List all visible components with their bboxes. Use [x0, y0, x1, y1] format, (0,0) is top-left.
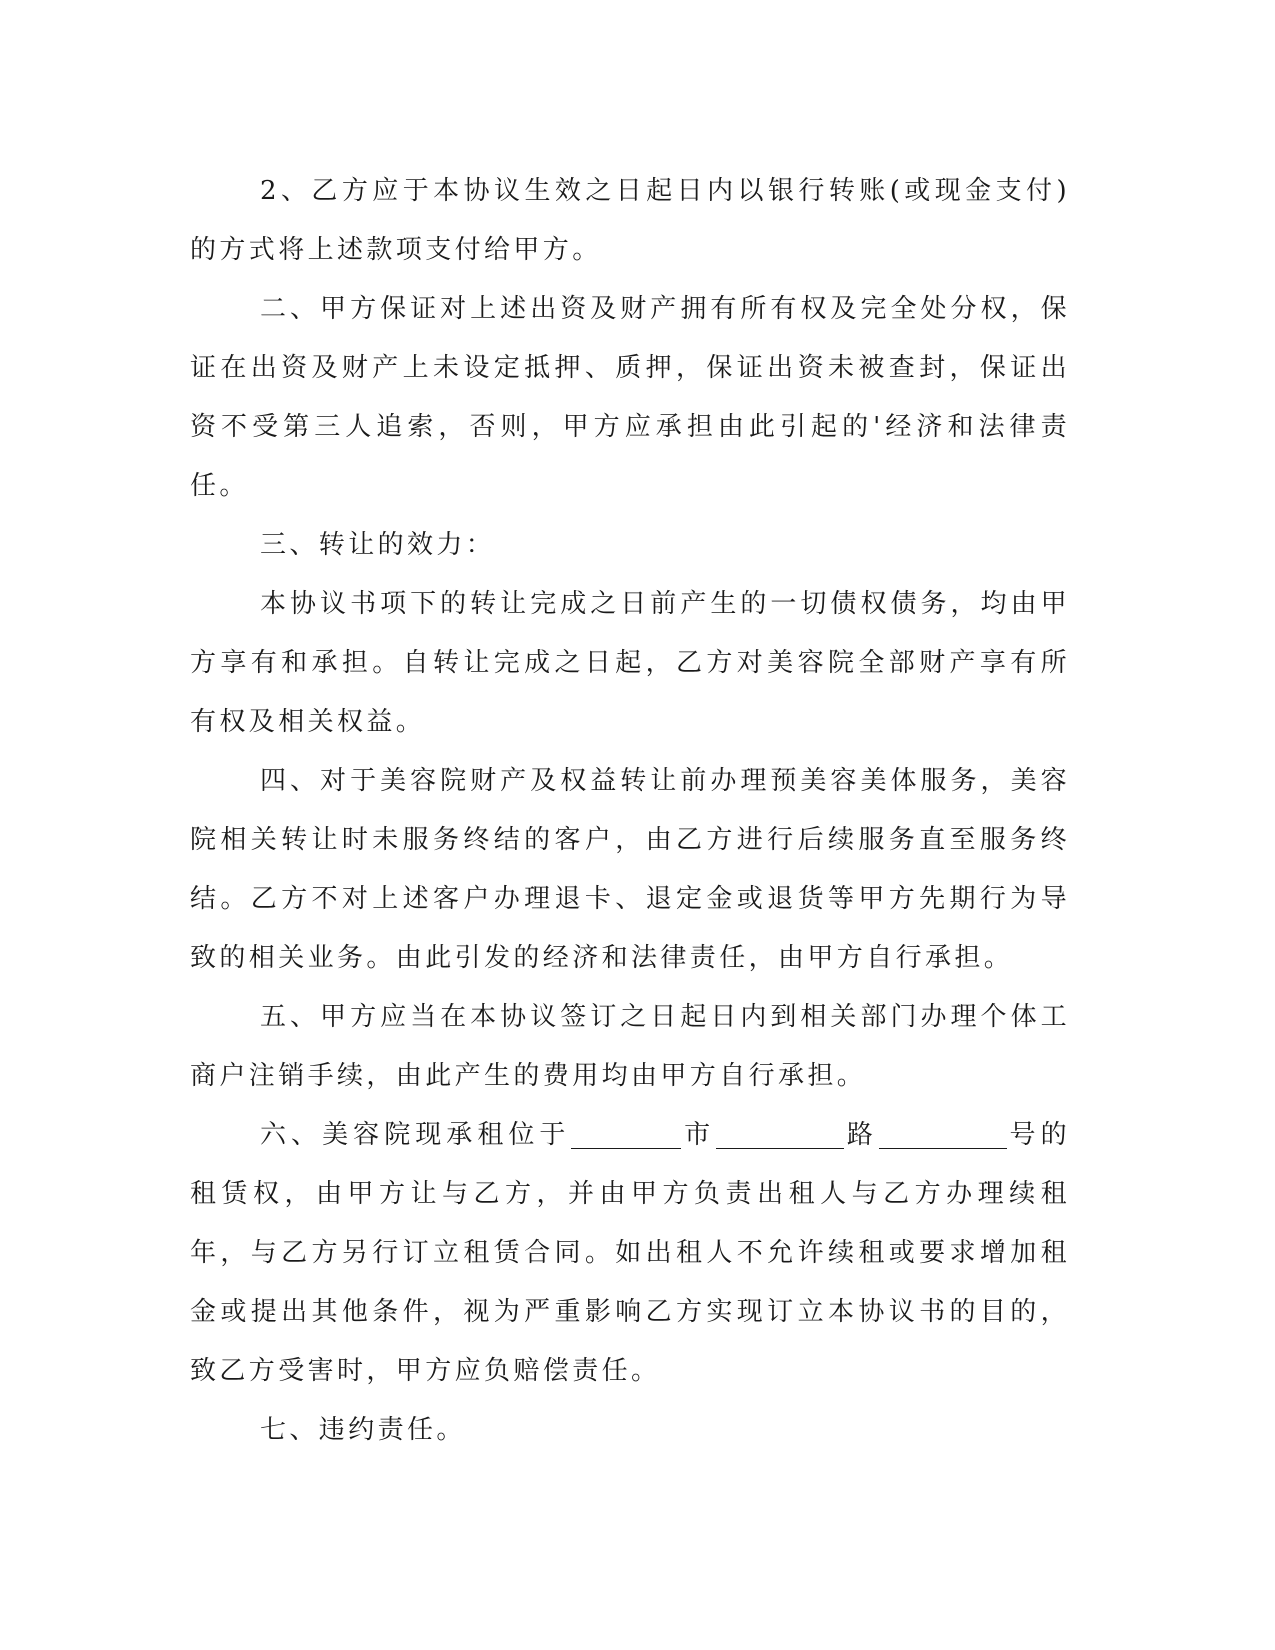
paragraph-payment-method: 2、乙方应于本协议生效之日起日内以银行转账(或现金支付)的方式将上述款项支付给甲方。 [190, 176, 1070, 265]
paragraph-transfer-effect-heading: 三、转让的效力： [260, 530, 496, 560]
lease-rest: 号的租赁权，由甲方让与乙方，并由甲方负责出租人与乙方办理续租年，与乙方另行订立租赁合同。如出租人不允许续租或要求增加租金或提出其他条件，视为严重影响乙方实现订立本协议书的目的，致乙方受害时，甲方应负赔偿责任。 [190, 1120, 1070, 1386]
document-body [190, 162, 1070, 1460]
paragraph-customer-service: 四、对于美容院财产及权益转让前办理预美容美体服务，美容院相关转让时未服务终结的客户，由乙方进行后续服务直至服务终结。乙方不对上述客户办理退卡、退定金或退货等甲方先期行为导致的相关业务。由此引发的经济和法律责任，由甲方自行承担。 [190, 766, 1070, 973]
road-blank [716, 1118, 844, 1149]
lease-city-label: 市 [682, 1120, 716, 1150]
lease-prefix: 六、美容院现承租位于 [260, 1120, 571, 1150]
number-blank [879, 1118, 1007, 1149]
city-blank [571, 1118, 681, 1149]
paragraph-lease-right [190, 1106, 1070, 1401]
paragraph-breach-liability: 七、违约责任。 [260, 1415, 466, 1445]
lease-road-label: 路 [845, 1120, 878, 1150]
paragraph-ownership-guarantee: 二、甲方保证对上述出资及财产拥有所有权及完全处分权，保证在出资及财产上未设定抵押、质押，保证出资未被查封，保证出资不受第三人追索，否则，甲方应承担由此引起的'经济和法律责任。 [190, 294, 1070, 501]
paragraph-debts: 本协议书项下的转让完成之日前产生的一切债权债务，均由甲方享有和承担。自转让完成之日起，乙方对美容院全部财产享有所有权及相关权益。 [190, 589, 1070, 737]
paragraph-deregistration: 五、甲方应当在本协议签订之日起日内到相关部门办理个体工商户注销手续，由此产生的费用均由甲方自行承担。 [190, 1002, 1070, 1091]
